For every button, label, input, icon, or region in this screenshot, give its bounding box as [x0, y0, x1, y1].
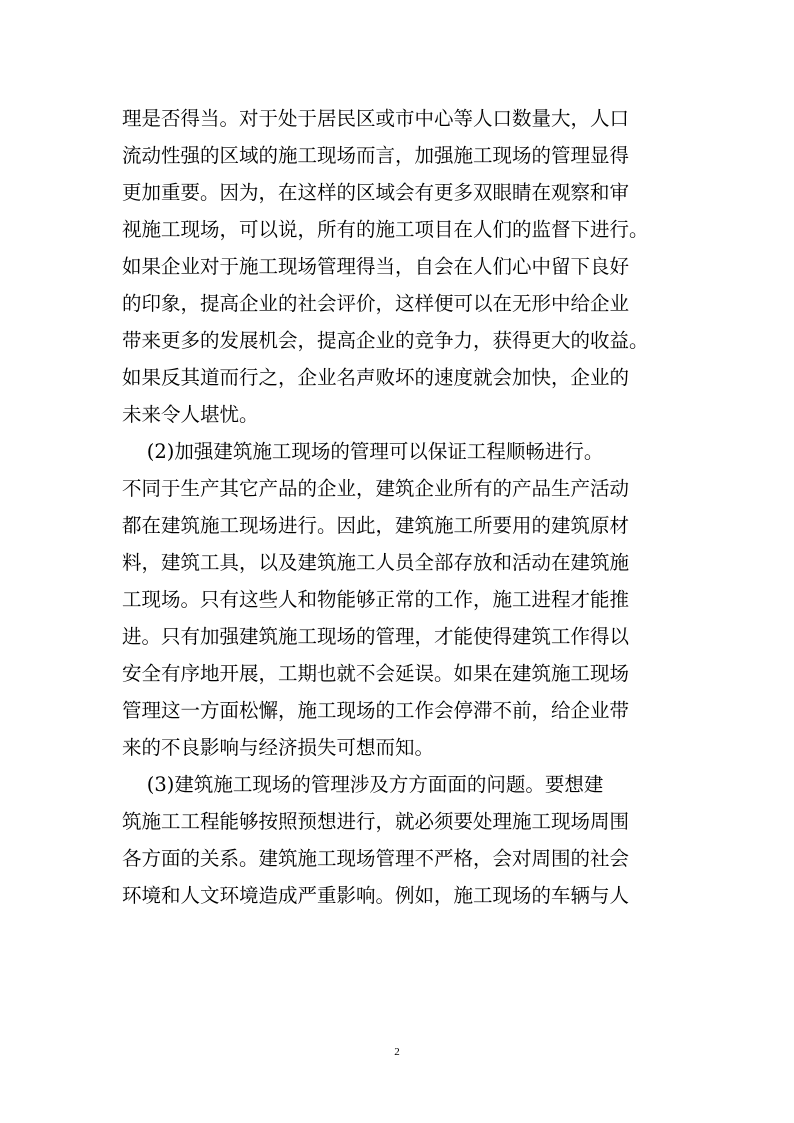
text-line: (3)建筑施工现场的管理涉及方方面面的问题。要想建 — [122, 773, 604, 796]
text-line: 筑施工工程能够按照预想进行，就必须要处理施工现场周围 — [122, 810, 630, 833]
body-text — [122, 100, 682, 914]
text-line: 来的不良影响与经济损失可想而知。 — [122, 736, 435, 759]
text-line: 环境和人文环境造成严重影响。例如，施工现场的车辆与人 — [122, 884, 630, 907]
text-line: 带来更多的发展机会，提高企业的竞争力，获得更大的收益。 — [122, 329, 649, 352]
text-line: 未来令人堪忧。 — [122, 403, 259, 426]
text-line: 更加重要。因为，在这样的区域会有更多双眼睛在观察和审 — [122, 181, 630, 204]
text-line: 流动性强的区域的施工现场而言，加强施工现场的管理显得 — [122, 144, 630, 167]
text-line: 如果反其道而行之，企业名声败坏的速度就会加快，企业的 — [122, 366, 630, 389]
text-line: 如果企业对于施工现场管理得当，自会在人们心中留下良好 — [122, 255, 630, 278]
page-number: 2 — [394, 1046, 400, 1058]
text-line: (2)加强建筑施工现场的管理可以保证工程顺畅进行。 — [122, 440, 604, 463]
text-line: 料，建筑工具，以及建筑施工人员全部存放和活动在建筑施 — [122, 551, 630, 574]
text-line: 安全有序地开展，工期也就不会延误。如果在建筑施工现场 — [122, 662, 630, 685]
text-line: 的印象，提高企业的社会评价，这样便可以在无形中给企业 — [122, 292, 630, 315]
text-line: 管理这一方面松懈，施工现场的工作会停滞不前，给企业带 — [122, 699, 630, 722]
text-line: 理是否得当。对于处于居民区或市中心等人口数量大，人口 — [122, 107, 630, 130]
text-line: 都在建筑施工现场进行。因此，建筑施工所要用的建筑原材 — [122, 514, 630, 537]
text-line: 工现场。只有这些人和物能够正常的工作，施工进程才能推 — [122, 588, 630, 611]
text-line: 视施工现场，可以说，所有的施工项目在人们的监督下进行。 — [122, 218, 649, 241]
text-line: 不同于生产其它产品的企业，建筑企业所有的产品生产活动 — [122, 477, 630, 500]
text-line: 各方面的关系。建筑施工现场管理不严格，会对周围的社会 — [122, 847, 630, 870]
text-line: 进。只有加强建筑施工现场的管理，才能使得建筑工作得以 — [122, 625, 630, 648]
